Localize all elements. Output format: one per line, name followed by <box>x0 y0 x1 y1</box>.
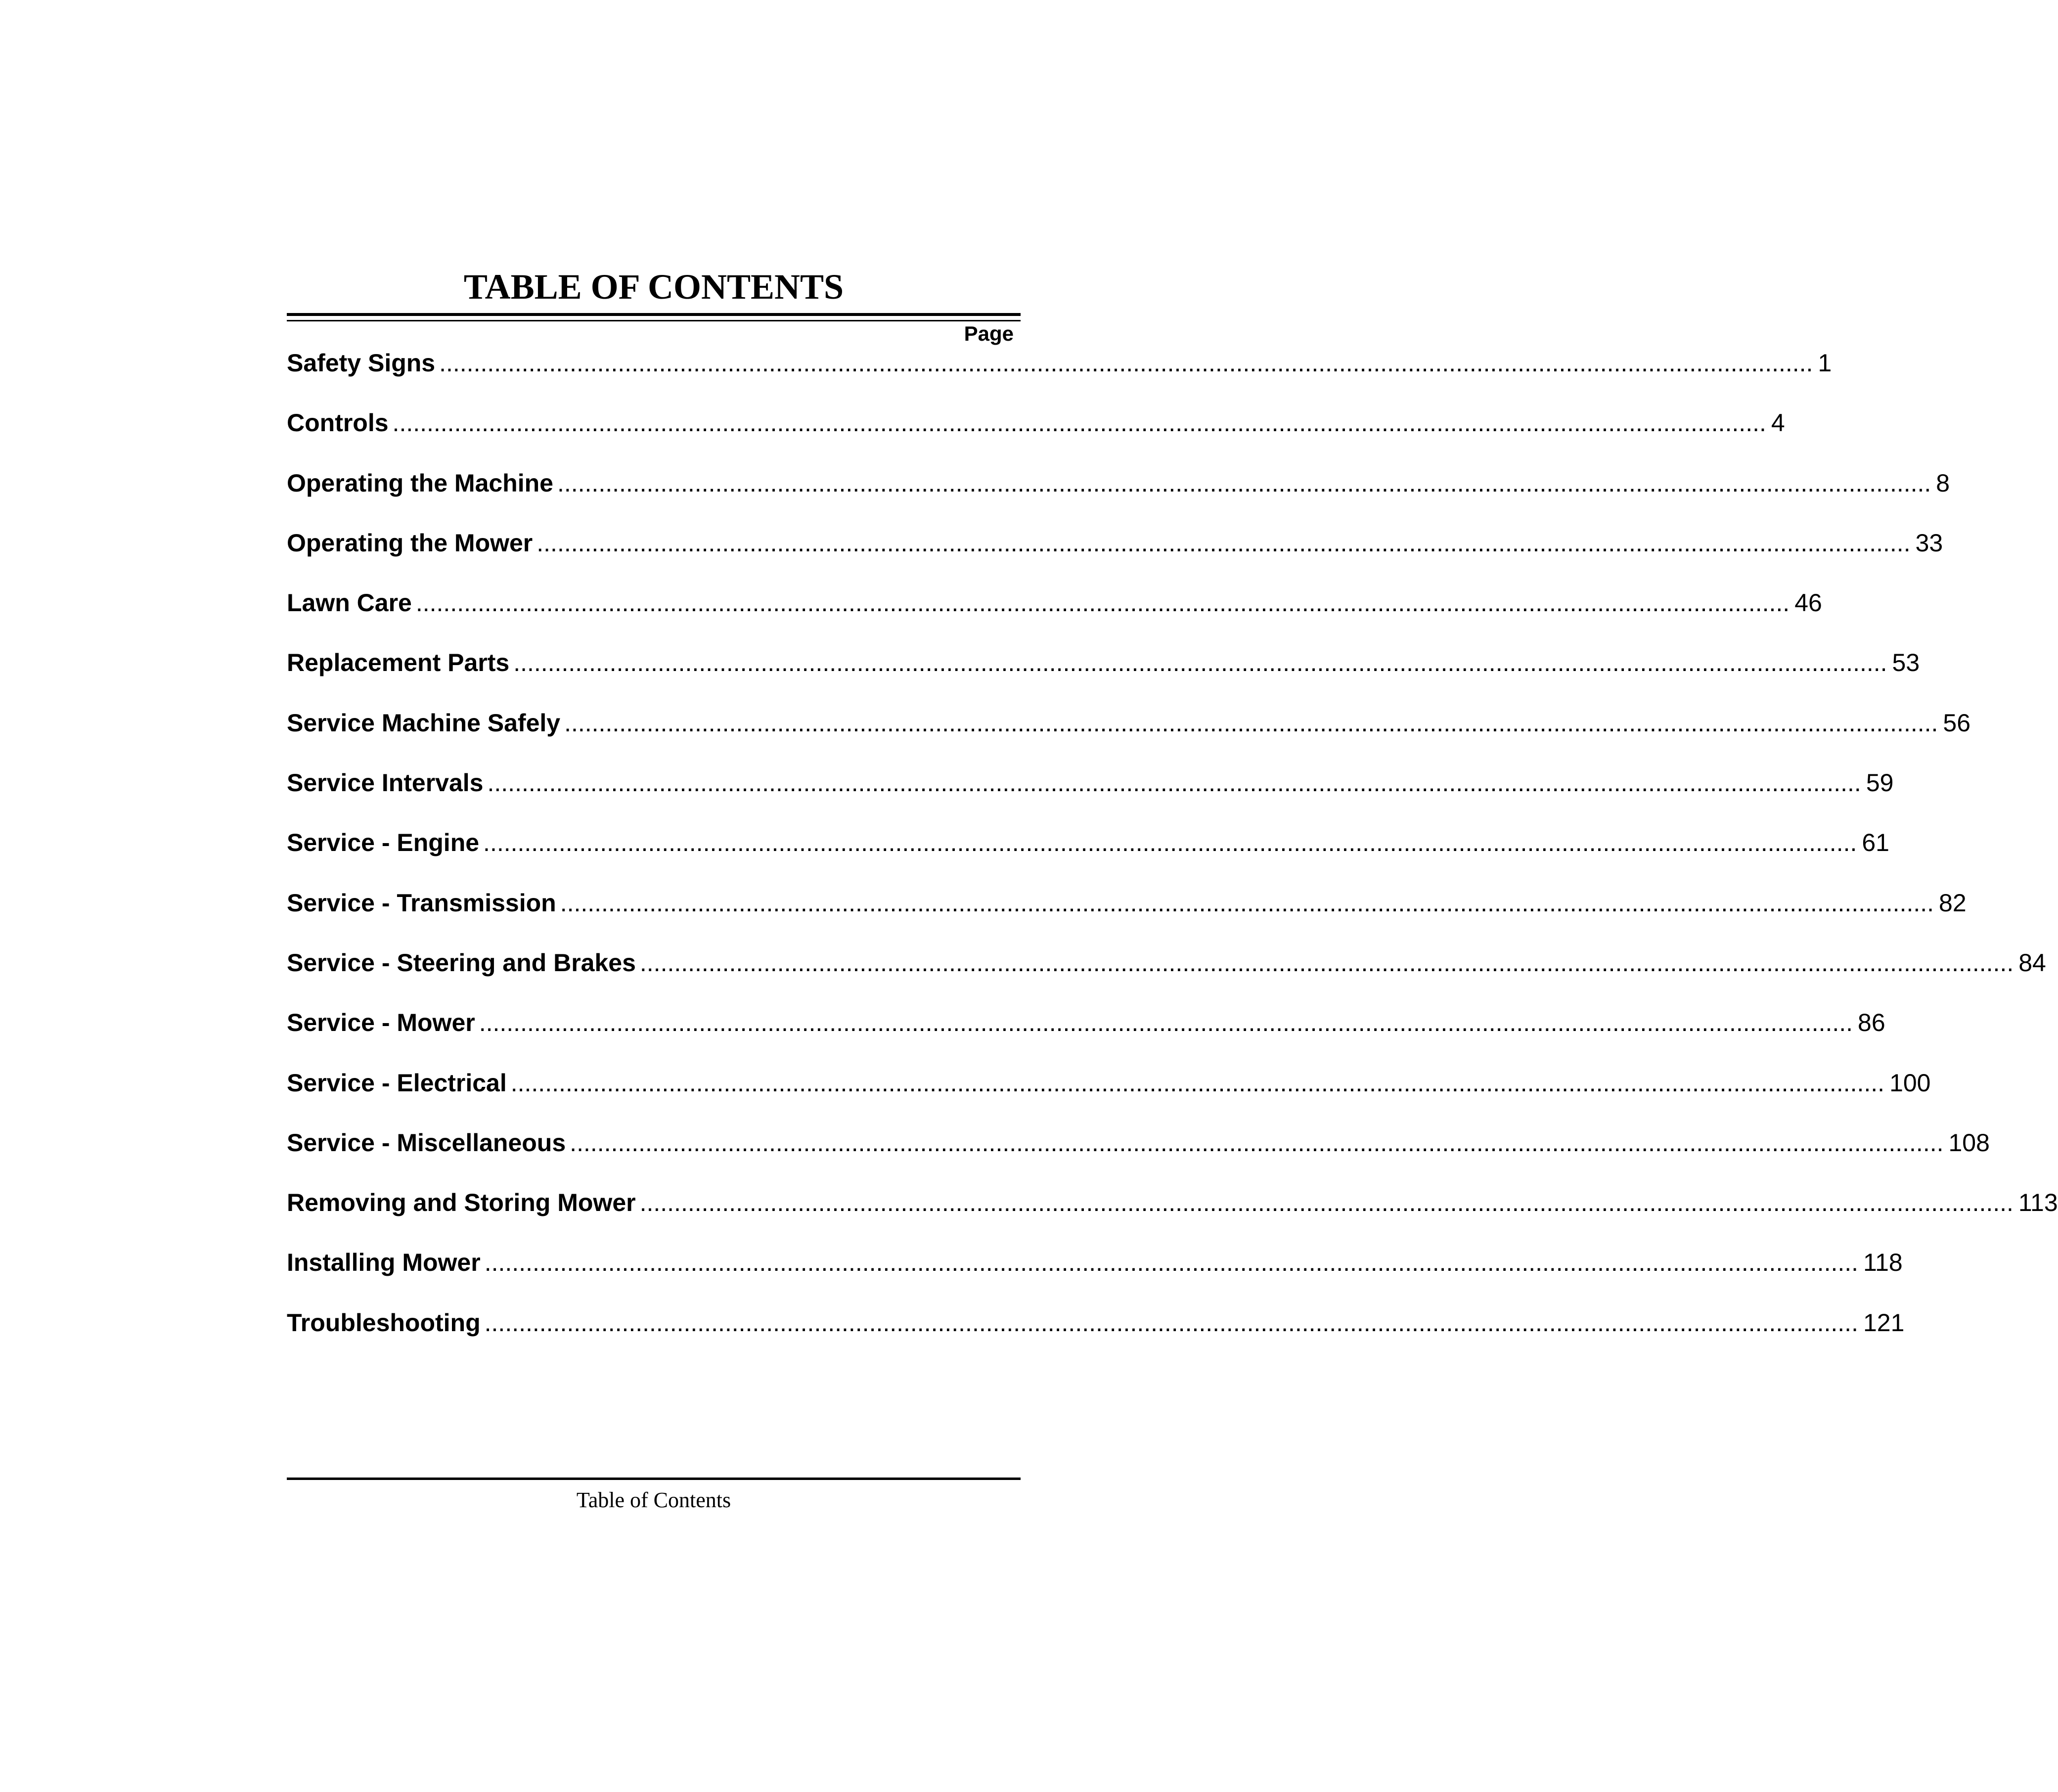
toc-entry-label: Replacement Parts <box>287 649 510 677</box>
toc-entry[interactable] <box>287 523 1943 583</box>
dot-leader: ........................................................................................................................................................................................................ <box>639 1189 2013 1217</box>
toc-entry-label: Removing and Storing Mower <box>287 1189 636 1217</box>
toc-entry[interactable] <box>287 1183 2058 1243</box>
dot-leader: ........................................................................................................................................................................................................ <box>439 349 1813 377</box>
toc-entry-page: 100 <box>1889 1069 1931 1097</box>
toc-entry-page: 121 <box>1863 1308 1905 1337</box>
dot-leader: ........................................................................................................................................................................................................ <box>479 1009 1853 1037</box>
dot-leader: ........................................................................................................................................................................................................ <box>639 948 2014 977</box>
toc-entry[interactable] <box>287 883 1967 943</box>
toc-entry-label: Controls <box>287 409 389 437</box>
dot-leader: ........................................................................................................................................................................................................ <box>537 529 1911 557</box>
toc-entry[interactable] <box>287 343 1832 403</box>
footer-rule <box>287 1478 1021 1480</box>
toc-entry-label: Service Machine Safely <box>287 709 561 737</box>
toc-entry[interactable] <box>287 703 1971 763</box>
dot-leader: ........................................................................................................................................................................................................ <box>484 1308 1858 1337</box>
toc-entry-page: 59 <box>1866 769 1894 797</box>
toc-entry-label: Operating the Machine <box>287 469 553 497</box>
dot-leader: ........................................................................................................................................................................................................ <box>483 829 1857 857</box>
toc-entry-label: Service Intervals <box>287 769 484 797</box>
toc-entry[interactable] <box>287 403 1785 463</box>
toc-entry[interactable] <box>287 583 1822 643</box>
toc-entry[interactable] <box>287 1063 1931 1123</box>
toc-entry[interactable] <box>287 643 1920 703</box>
toc-entry[interactable] <box>287 1003 1885 1063</box>
dot-leader: ........................................................................................................................................................................................................ <box>560 889 1934 917</box>
toc-entry-label: Troubleshooting <box>287 1308 481 1337</box>
dot-leader: ........................................................................................................................................................................................................ <box>484 1249 1859 1277</box>
toc-entry-page: 4 <box>1771 409 1785 437</box>
toc-entry-page: 1 <box>1818 349 1832 377</box>
toc-entry[interactable] <box>287 1303 1905 1363</box>
toc-entry-page: 86 <box>1858 1009 1885 1037</box>
page-column-label: Page <box>964 322 1014 345</box>
dot-leader: ........................................................................................................................................................................................................ <box>570 1128 1944 1157</box>
toc-entry[interactable] <box>287 1123 1990 1183</box>
toc-list <box>287 343 2058 1363</box>
toc-entry-page: 82 <box>1939 889 1967 917</box>
toc-entry-page: 8 <box>1936 469 1950 497</box>
dot-leader: ........................................................................................................................................................................................................ <box>415 589 1790 617</box>
toc-entry-label: Operating the Mower <box>287 529 533 557</box>
dot-leader: ........................................................................................................................................................................................................ <box>392 409 1766 437</box>
page-title: TABLE OF CONTENTS <box>463 267 844 307</box>
toc-entry-label: Service - Transmission <box>287 889 556 917</box>
toc-entry-page: 84 <box>2018 948 2046 977</box>
toc-entry-label: Service - Steering and Brakes <box>287 948 636 977</box>
toc-entry-page: 118 <box>1863 1249 1903 1277</box>
title-rule-thin <box>287 320 1021 321</box>
dot-leader: ........................................................................................................................................................................................................ <box>557 469 1931 497</box>
toc-entry-page: 61 <box>1862 829 1889 857</box>
toc-entry-page: 53 <box>1892 649 1920 677</box>
toc-entry-page: 108 <box>1948 1128 1990 1157</box>
toc-entry-label: Installing Mower <box>287 1249 481 1277</box>
dot-leader: ........................................................................................................................................................................................................ <box>487 769 1861 797</box>
toc-entry[interactable] <box>287 1243 1903 1302</box>
toc-entry-label: Lawn Care <box>287 589 412 617</box>
dot-leader: ........................................................................................................................................................................................................ <box>564 709 1938 737</box>
title-rule-thick <box>287 313 1021 316</box>
toc-entry-page: 56 <box>1943 709 1971 737</box>
toc-entry[interactable] <box>287 763 1894 823</box>
toc-entry-page: 46 <box>1794 589 1822 617</box>
toc-entry[interactable] <box>287 463 1950 523</box>
toc-entry[interactable] <box>287 943 2046 1003</box>
toc-entry-page: 113 <box>2018 1189 2058 1217</box>
toc-entry-label: Service - Miscellaneous <box>287 1128 566 1157</box>
dot-leader: ........................................................................................................................................................................................................ <box>510 1069 1885 1097</box>
toc-entry[interactable] <box>287 823 1889 883</box>
toc-entry-label: Service - Mower <box>287 1009 475 1037</box>
toc-entry-label: Safety Signs <box>287 349 436 377</box>
toc-entry-label: Service - Electrical <box>287 1069 507 1097</box>
dot-leader: ........................................................................................................................................................................................................ <box>513 649 1887 677</box>
toc-entry-page: 33 <box>1915 529 1943 557</box>
page-footer: Table of Contents <box>576 1488 731 1512</box>
toc-entry-label: Service - Engine <box>287 829 480 857</box>
